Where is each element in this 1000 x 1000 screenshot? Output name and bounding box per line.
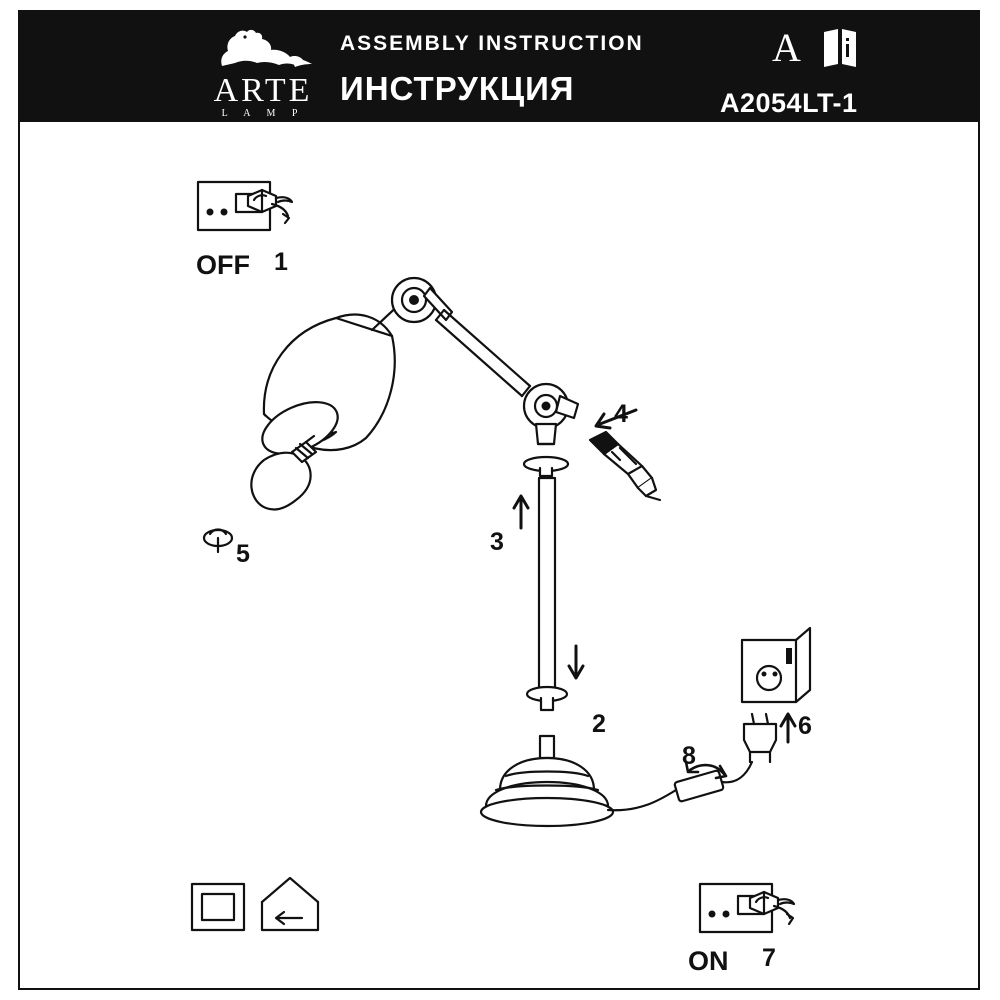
- product-code: A2054LT-1: [720, 88, 858, 118]
- label-off: OFF: [196, 250, 250, 280]
- arrow-step-6: [781, 714, 795, 742]
- step-number-8: 8: [682, 742, 696, 770]
- brand-subname: L A M P: [221, 108, 305, 119]
- step-7-switch-on-icon: [700, 884, 794, 932]
- lamp-shade: [255, 300, 404, 464]
- lower-ring: [527, 687, 567, 710]
- step-number-5: 5: [236, 540, 250, 568]
- plug-icon: [744, 714, 776, 762]
- wall-socket-icon: [742, 628, 810, 702]
- square-frame-icon: [192, 884, 244, 930]
- title-russian: ИНСТРУКЦИЯ: [340, 70, 575, 107]
- lamp-stem: [539, 478, 555, 700]
- label-on: ON: [688, 946, 729, 976]
- step-number-4: 4: [614, 400, 628, 428]
- step-number-1: 1: [274, 248, 288, 276]
- lamp-base: [481, 736, 613, 826]
- step-number-7: 7: [762, 944, 776, 972]
- title-english: ASSEMBLY INSTRUCTION: [340, 32, 644, 55]
- bulb-cap-icon: [204, 530, 232, 553]
- house-indoor-use-icon: [262, 878, 318, 930]
- upper-joint: [392, 278, 452, 322]
- arrow-step-2: [569, 646, 583, 678]
- power-cord: [608, 762, 752, 810]
- upper-ring: [524, 457, 568, 476]
- step-4-knob-screw-icon: [590, 432, 660, 500]
- middle-joint: [524, 384, 578, 444]
- step-number-3: 3: [490, 528, 504, 556]
- step-number-6: 6: [798, 712, 812, 740]
- arrow-step-3: [514, 496, 528, 528]
- step-1-switch-off-icon: [198, 182, 292, 230]
- brand-name: ARTE: [213, 72, 313, 109]
- step-number-2: 2: [592, 710, 606, 738]
- variant-letter: A: [772, 25, 801, 70]
- upper-arm: [436, 310, 530, 396]
